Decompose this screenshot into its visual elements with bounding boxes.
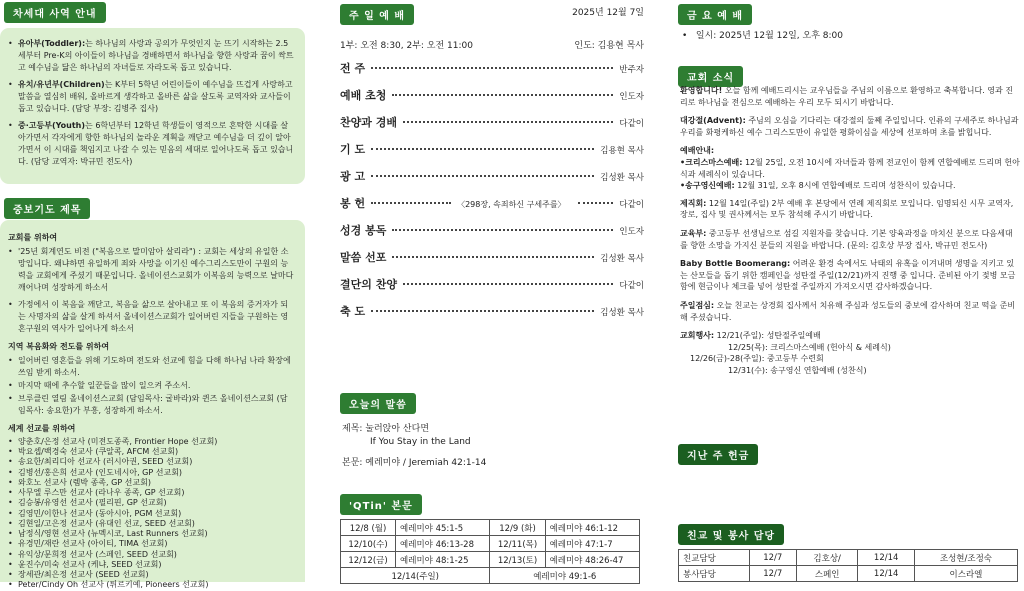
prayer-church-item: • '25년 회계연도 비전 ("복음으로 말미암아 살리라") : 교회는 세상의 유일한 소망입니다. 왜냐하면 유일하게 죄와 사망을 이기신 예수그리스도만이 구원의 능력을 교회에게 주셨기 때문입니다. 올네이션스교회가 이복음의 능력으로 날마다 깨어나며 성장하게 하소서 bbox=[8, 246, 295, 294]
news-advent: 대강절(Advent): 주님의 오심을 기다리는 대강절의 둘째 주일입니다. 인류의 구세주로 하나님과 우리를 화평케하신 예수 그리스도만이 유일한 평화이심을 세상에 선포하며 초를 밝힙니다. bbox=[680, 116, 1019, 137]
prayer-box bbox=[0, 220, 305, 590]
order-person: 김성환 목사 bbox=[600, 173, 644, 183]
prayer-mission-title: 세계 선교를 위하여 bbox=[8, 424, 76, 433]
word-subject: 제목: 눌러앉아 산다면 If You Stay in the Land bbox=[342, 424, 471, 448]
order-person: 김성환 목사 bbox=[600, 254, 644, 264]
order-title: 기 도 bbox=[340, 143, 366, 156]
order-person: 다같이 bbox=[619, 281, 644, 291]
worship-order-row bbox=[340, 222, 644, 249]
prayer-local-item: • 브루클린 열림 올네이션스교회 (담임목사: 굴바라)와 퀸즈 올네이션스교회 (담임목사: 송요한)가 부흥, 성장하게 하소서. bbox=[8, 393, 295, 417]
friday-datetime: • 일시: 2025년 12월 12일, 오후 8:00 bbox=[682, 31, 843, 41]
worship-order-row bbox=[340, 303, 644, 330]
leader-dots bbox=[371, 310, 594, 312]
qtin-table bbox=[340, 519, 640, 584]
missionary-item: • Peter/Cindy Oh 선교사 (튀르키예, Pioneers 선교회) bbox=[8, 580, 295, 590]
worship-order-row bbox=[340, 114, 644, 141]
order-title: 전 주 bbox=[340, 62, 366, 75]
missionary-item: • 장세관/최은정 선교사 (SEED 선교회) bbox=[8, 570, 295, 580]
order-title: 찬양과 경배 bbox=[340, 116, 397, 129]
duty-cell: 조성현/조정숙 bbox=[914, 550, 1017, 566]
news-lunch: 주일점심: 오늘 친교는 상경회 집사께서 치유해 주심과 성도들의 중보에 감사하며 친교 떡을 준비해 주셨습니다. bbox=[680, 300, 1016, 322]
order-person: 김성환 목사 bbox=[600, 308, 644, 318]
missionary-item: • 양춘호/은정 선교사 (미전도종족, Frontier Hope 선교회) bbox=[8, 437, 295, 447]
prayer-local-item: • 일어버린 영혼들을 위해 기도하며 전도와 선교에 힘을 다해 하나님 나라 확장에 쓰임 받게 하소서. bbox=[8, 355, 295, 379]
worship-order-row bbox=[340, 276, 644, 303]
missionary-item: • 유익상/문희정 선교사 (스페인, SEED 선교회) bbox=[8, 550, 295, 560]
missionary-item: • 와호노 선교사 (렘박 종족, GP 선교회) bbox=[8, 478, 295, 488]
dept-item-toddler: • 유아부(Toddler):는 하나님의 사랑과 공의가 무엇인지 눈 뜨기 시작하는 2.5세부터 Pre-K의 아이들이 하나님을 경배하면서 하나님을 향한 사랑과 꿈이 싹트고 예수님을 닮은 하나님의 자녀들로 자라도록 돕고 있습니다. bbox=[8, 38, 295, 74]
offering-title: 지난 주 헌금 bbox=[678, 444, 758, 465]
missionary-item: • 김영민/이한나 선교사 (동아시아, PGM 선교회) bbox=[8, 509, 295, 519]
duty-cell: 12/14 bbox=[858, 550, 914, 566]
qtin-passage: 예레미야 49:1-6 bbox=[490, 568, 640, 584]
leader-dots bbox=[403, 283, 613, 285]
news-edu: 교육부: 중고등부 선생님으로 섬길 지원자를 찾습니다. 기본 양육과정을 마치신 분으로 다음세대를 향한 소망을 가지신 분들의 지원을 바랍니다. (문의: 김호상 부장 집사, 박규민 전도사) bbox=[680, 228, 1013, 250]
prayer-title: 중보기도 제목 bbox=[4, 198, 90, 219]
order-person: 반주자 bbox=[619, 65, 644, 75]
worship-preacher: 인도: 김용현 목사 bbox=[574, 41, 644, 51]
qtin-date: 12/14(주일) bbox=[341, 568, 490, 584]
news-section bbox=[680, 85, 1020, 376]
qtin-passage: 예레미야 47:1-7 bbox=[545, 536, 639, 552]
duty-cell: 12/7 bbox=[749, 550, 796, 566]
qtin-row bbox=[341, 568, 640, 584]
word-text: 본문: 예레미야 / Jeremiah 42:1-14 bbox=[342, 458, 487, 468]
qtin-date: 12/9 (화) bbox=[490, 520, 545, 536]
qtin-row bbox=[341, 552, 640, 568]
order-title: 봉 헌 bbox=[340, 197, 366, 210]
missionary-item: • 사무엘 루스만 선교사 (라나우 종족, GP 선교회) bbox=[8, 488, 295, 498]
duty-table-wrap bbox=[678, 549, 1018, 582]
leader-dots bbox=[371, 67, 613, 69]
news-baby: Baby Bottle Boomerang: 어려운 환경 속에서도 낙태의 유혹을 이겨내며 생명을 지키고 있는 산모들을 돕기 위한 캠페인을 성탄절 주일(12/21)까지 진행 중 입니다. 준비된 아기 젖병 모금함에 현금이나 체크를 넣어 성탄절 주일까지 가져오시면 감사하겠습니다. bbox=[680, 259, 1016, 292]
qtin-passage: 예레미야 45:1-5 bbox=[396, 520, 490, 536]
news-title: 교회 소식 bbox=[678, 66, 743, 87]
missionary-item: • 박요셉/백경숙 선교사 (쿠알콕, AFCM 선교회) bbox=[8, 447, 295, 457]
qtin-date: 12/10(수) bbox=[341, 536, 396, 552]
duty-title: 친교 및 봉사 담당 bbox=[678, 524, 784, 545]
worship-order-row bbox=[340, 60, 644, 87]
qtin-date: 12/12(금) bbox=[341, 552, 396, 568]
qtin-passage: 예레미야 48:1-25 bbox=[396, 552, 490, 568]
duty-cell: 스페인 bbox=[796, 566, 858, 582]
order-person: 다같이 bbox=[619, 119, 644, 129]
worship-title: 주 일 예 배 bbox=[340, 4, 414, 25]
leader-dots bbox=[392, 94, 613, 96]
duty-cell: 봉사담당 bbox=[679, 566, 750, 582]
worship-order-row bbox=[340, 249, 644, 276]
worship-date: 2025년 12월 7일 bbox=[572, 8, 644, 18]
worship-order-row bbox=[340, 168, 644, 195]
duty-cell: 이스라엘 bbox=[914, 566, 1017, 582]
order-person: 인도자 bbox=[619, 92, 644, 102]
leader-dots bbox=[403, 121, 613, 123]
friday-title: 금 요 예 배 bbox=[678, 4, 752, 25]
news-services: 예배안내: •크리스마스예배: 12월 25일, 오전 10시에 자녀들과 함께 전교인이 함께 연합예배로 드리며 헌아식과 세례식이 있습니다. •송구영신예배: 12월 31일, 오후 8시에 연합예배로 드리며 성찬식이 있습니다. bbox=[680, 146, 1020, 191]
prayer-local-title: 지역 복음화와 전도를 위하여 bbox=[8, 342, 110, 351]
qtin-table-wrap bbox=[340, 519, 640, 584]
order-title: 말씀 선포 bbox=[340, 251, 387, 264]
missionary-item: • 김병선/홍은희 선교사 (인도네시아, GP 선교회) bbox=[8, 468, 295, 478]
leader-dots bbox=[392, 229, 613, 231]
qtin-date: 12/13(토) bbox=[490, 552, 545, 568]
order-person: 인도자 bbox=[619, 227, 644, 237]
order-hymn: 〈298장, 속죄하신 구세주를〉 bbox=[457, 200, 566, 209]
order-title: 광 고 bbox=[340, 170, 366, 183]
leader-dots bbox=[371, 202, 451, 204]
duty-row bbox=[679, 550, 1018, 566]
worship-order-row bbox=[340, 87, 644, 114]
prayer-local-item: • 마지막 때에 추수할 일꾼들을 많이 일으켜 주소서. bbox=[8, 380, 295, 392]
order-person: 다같이 bbox=[619, 200, 644, 210]
dept-item-youth: • 중·고등부(Youth)는 6학년부터 12학년 학생들이 영적으로 혼탁한 시대를 살아가면서 각자에게 향한 하나님의 놀라운 계획을 깨닫고 예수님을 더 깊이 알아가면서 이 시대를 책임지고 나갈 수 있는 믿음의 세대로 일어나도록 돕고 있습니다. (담당 교역자: 박규민 전도사) bbox=[8, 120, 295, 168]
leader-dots bbox=[371, 175, 594, 177]
qtin-date: 12/8 (월) bbox=[341, 520, 396, 536]
dept-box bbox=[0, 28, 305, 184]
worship-order bbox=[340, 60, 644, 330]
duty-table bbox=[678, 549, 1018, 582]
duty-cell: 김호상/ bbox=[796, 550, 858, 566]
order-title: 예배 초청 bbox=[340, 89, 387, 102]
news-elder: 제직회: 12월 14일(주일) 2부 예배 후 본당에서 연례 제직회로 모입니다. 임명되신 시무 교역자, 장로, 집사 및 권사께서는 모두 참석해 주시기 바랍니다. bbox=[680, 198, 1014, 220]
missionary-item: • 남정식/영현 선교사 (뉴멕시코, Last Runners 선교회) bbox=[8, 529, 295, 539]
duty-row bbox=[679, 566, 1018, 582]
qtin-passage: 예레미야 46:1-12 bbox=[545, 520, 639, 536]
news-events: 교회행사: 12/21(주일): 성탄절주일예배 12/25(목): 크리스마스예배 (헌아식 & 세례식) 12/26(금)-28(주일): 중고등부 수련회 12/31(수): 송구영신 연합예배 (성찬식) bbox=[680, 331, 891, 375]
qtin-title: 'QTin' 본문 bbox=[340, 494, 422, 515]
worship-order-row bbox=[340, 195, 644, 222]
order-title: 결단의 찬양 bbox=[340, 278, 397, 291]
qtin-row bbox=[341, 536, 640, 552]
order-title: 성경 봉독 bbox=[340, 224, 387, 237]
qtin-date: 12/11(목) bbox=[490, 536, 545, 552]
duty-cell: 12/14 bbox=[858, 566, 914, 582]
worship-times: 1부: 오전 8:30, 2부: 오전 11:00 bbox=[340, 41, 473, 51]
order-title: 축 도 bbox=[340, 305, 366, 318]
prayer-church-item: • 가정에서 이 복음을 깨닫고, 복음을 삶으로 살아내고 또 이 복음의 증거자가 되는 사명자의 삶을 살게 하셔서 올네이션스교회가 일어버린 지들을 구원하는 영혼구원의 역사가 일어나게 하소서 bbox=[8, 299, 295, 335]
order-person: 김용현 목사 bbox=[600, 146, 644, 156]
news-welcome: 환영합니다! 오늘 함께 예배드리시는 교우님들을 주님의 이름으로 환영하고 축복합니다. 영과 진리로 하나님을 전심으로 예배하는 우리 모두 되시기 바랍니다. bbox=[680, 86, 1014, 107]
missionary-list bbox=[8, 437, 295, 591]
missionary-item: • 김현일/고은정 선교사 (유대인 선교, SEED 선교회) bbox=[8, 519, 295, 529]
word-title: 오늘의 말씀 bbox=[340, 393, 416, 414]
dept-item-children: • 유치/유년부(Children)는 K부터 5학년 어린이들이 예수님을 뜨겁게 사랑하고 말씀을 열심히 배워, 올바르게 생각하고 올바른 삶을 살도록 교역자와 교사들이 돕고 있습니다. (담당 부장: 김병주 집사) bbox=[8, 79, 295, 115]
qtin-row bbox=[341, 520, 640, 536]
leader-dots bbox=[578, 202, 614, 204]
dept-title: 차세대 사역 안내 bbox=[4, 2, 106, 23]
qtin-passage: 예레미야 48:26-47 bbox=[545, 552, 639, 568]
missionary-item: • 송요한/최리디아 선교사 (러시아권, SEED 선교회) bbox=[8, 457, 295, 467]
qtin-passage: 예레미야 46:13-28 bbox=[396, 536, 490, 552]
missionary-item: • 유경민/재란 선교사 (아이티, TIMA 선교회) bbox=[8, 539, 295, 549]
duty-cell: 12/7 bbox=[749, 566, 796, 582]
missionary-item: • 김승봉/유영선 선교사 (필리핀, GP 선교회) bbox=[8, 498, 295, 508]
leader-dots bbox=[371, 148, 594, 150]
missionary-item: • 윤진수/미숙 선교사 (케냐, SEED 선교회) bbox=[8, 560, 295, 570]
duty-cell: 친교담당 bbox=[679, 550, 750, 566]
leader-dots bbox=[392, 256, 594, 258]
worship-order-row bbox=[340, 141, 644, 168]
prayer-church-title: 교회를 위하여 bbox=[8, 233, 58, 242]
